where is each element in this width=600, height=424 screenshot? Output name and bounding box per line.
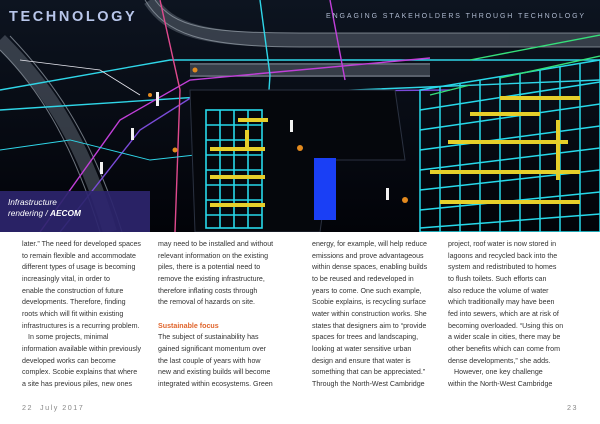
text-line: fed into sewers, which are at risk of	[448, 309, 559, 318]
section-subheading: Sustainable focus	[158, 321, 219, 330]
text-line: developments. Therefore, finding	[22, 298, 126, 307]
caption-line-1: Infrastructure	[8, 197, 57, 207]
caption-line-2	[8, 208, 150, 219]
text-line: water within construction works. She	[312, 309, 427, 318]
text-line: gained significant momentum over	[158, 344, 267, 353]
text-line: years to come. One such example,	[312, 286, 422, 295]
text-column-1	[22, 239, 151, 391]
issue-date: July 2017	[40, 403, 85, 412]
text-line: dense developments,” she adds.	[448, 356, 551, 365]
text-line: spaces for trees and landscaping,	[312, 333, 419, 342]
text-line: information available within previously	[22, 344, 142, 353]
text-line: which traditionally may have been	[448, 298, 555, 307]
text-line: becoming overloaded. “Using this on	[448, 321, 564, 330]
text-line: relevant information on the existing	[158, 251, 269, 260]
text-line: The subject of sustainability has	[158, 333, 259, 342]
text-line: the removal of hazards on site.	[158, 298, 255, 307]
text-line: However, one key challenge	[454, 368, 543, 377]
text-column-3	[312, 239, 441, 391]
text-line: looking at water sensitive urban	[312, 344, 412, 353]
text-line: roots which will fit within existing	[22, 309, 124, 318]
text-line: design and ensure that water is	[312, 356, 411, 365]
text-column-2	[158, 239, 287, 391]
text-line	[158, 309, 287, 321]
running-head: ENGAGING STAKEHOLDERS THROUGH TECHNOLOGY	[326, 13, 586, 20]
text-line: therefore inflating costs through	[158, 286, 258, 295]
text-line: remove the existing infrastructure,	[158, 274, 265, 283]
text-column-4	[448, 239, 577, 391]
text-line: to be reused and redeveloped in	[312, 274, 414, 283]
page-number-left: 22	[22, 403, 33, 412]
text-line: increasingly vital, in order to	[22, 274, 110, 283]
text-line: system and redistributed to homes	[448, 263, 557, 272]
text-line: piles, there is a potential need to	[158, 263, 261, 272]
text-line: project, roof water is now stored in	[448, 240, 557, 248]
text-line: new and existing builds will become	[158, 368, 271, 377]
page-folio-left	[22, 403, 84, 412]
text-line: complex. Scobie explains that where	[22, 368, 138, 377]
article-body	[22, 239, 578, 397]
text-line: also reduce the volume of water	[448, 286, 549, 295]
caption-prefix: rendering /	[8, 208, 50, 218]
image-caption	[0, 191, 150, 232]
text-line: lagoons and recycled back into the	[448, 251, 558, 260]
text-line: states that designers aim to “provide	[312, 321, 427, 330]
text-line: developed works can become	[22, 356, 116, 365]
text-line: energy, for example, will help reduce	[312, 240, 428, 248]
text-line: Through the North-West Cambridge	[312, 379, 425, 388]
text-line: something that can be appreciated.”	[312, 368, 426, 377]
text-line: enable the construction of future	[22, 286, 124, 295]
caption-credit: AECOM	[49, 208, 81, 218]
text-line: In some projects, minimal	[28, 333, 109, 342]
page-number-right: 23	[567, 403, 578, 412]
text-line: to remain flexible and accommodate	[22, 251, 136, 260]
text-line: infrastructures is a recurring problem.	[22, 321, 140, 330]
text-line: Scobie explains, is recycling surface	[312, 298, 426, 307]
text-line: a wider scale in cities, there may be	[448, 333, 561, 342]
text-line: may need to be installed and without	[158, 240, 274, 248]
text-line: later.” The need for developed spaces	[22, 240, 141, 248]
text-line: emissions and prove advantageous	[312, 251, 424, 260]
text-line: other benefits which can come from	[448, 344, 560, 353]
text-line: the last couple of years with how	[158, 356, 261, 365]
text-line: different types of usage is becoming	[22, 263, 136, 272]
text-line: a site has previous piles, new ones	[22, 379, 133, 388]
section-label: TECHNOLOGY	[9, 9, 138, 25]
text-line: within dense spaces, enabling builds	[312, 263, 428, 272]
text-line: within the North-West Cambridge	[448, 379, 553, 388]
text-line: integrated within ecosystems. Green	[158, 379, 273, 388]
text-line: to flush toilets. Such efforts can	[448, 274, 547, 283]
